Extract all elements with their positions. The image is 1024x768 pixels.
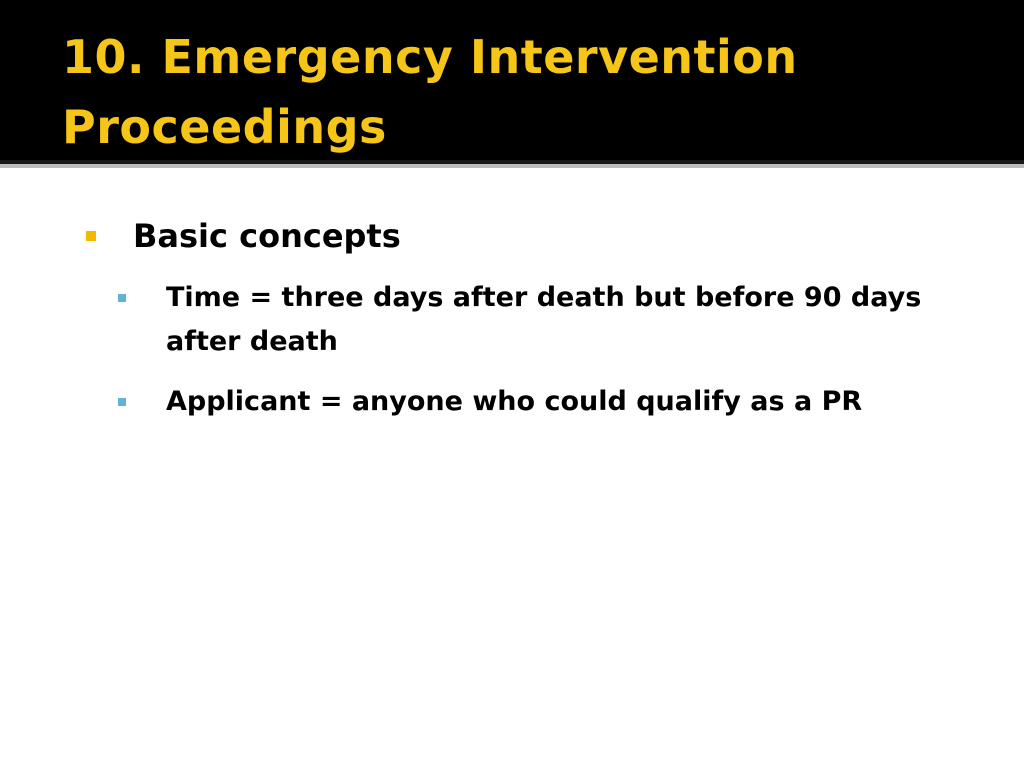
square-bullet-icon: [86, 231, 96, 241]
sub-bullet-text: Time = three days after death but before 90 days after death: [166, 282, 922, 357]
title-band: [0, 0, 1024, 160]
bullet-list: [0, 210, 1024, 430]
sub-bullet-item-applicant: [0, 380, 1024, 430]
title-divider-light: [0, 164, 1024, 168]
sub-bullet-text: Applicant = anyone who could qualify as a PR: [166, 386, 863, 417]
bullet-item-basic-concepts: [0, 210, 1024, 266]
sub-bullet-item-time: [0, 276, 1024, 384]
square-bullet-icon: [118, 398, 126, 406]
bullet-text: Basic concepts: [133, 217, 401, 255]
square-bullet-icon: [118, 294, 126, 302]
slide-title: 10. Emergency Intervention Proceedings: [62, 30, 798, 154]
